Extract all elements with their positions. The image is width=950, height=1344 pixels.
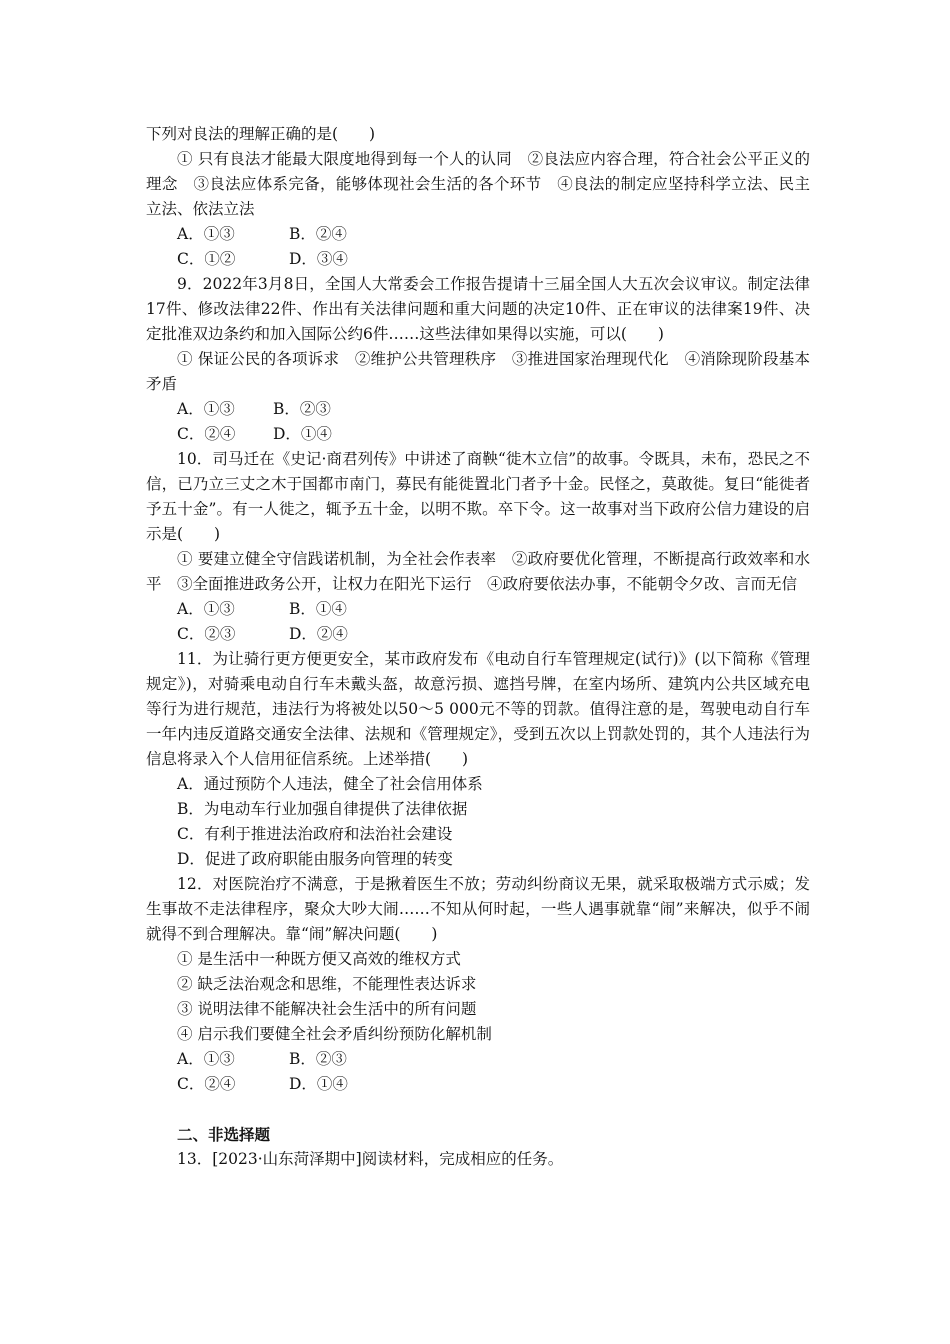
- q12-options-row1: [146, 1047, 810, 1072]
- q10-stem: 10．司马迁在《史记·商君列传》中讲述了商鞅“徙木立信”的故事。令既具，未布，恐民之不信，已乃立三丈之木于国都市南门，募民有能徙置北门者予十金。民怪之，莫敢徙。复曰“能徙者予五十金”。有一人徙之，辄予五十金，以明不欺。卒下令。这一故事对当下政府公信力建设的启示是( ): [146, 450, 810, 543]
- q8-option-d: D．③④: [289, 250, 348, 268]
- q9-option-a: A．①③: [177, 400, 235, 418]
- q12-statement-2: ② 缺乏法治观念和思维，不能理性表达诉求: [177, 975, 477, 993]
- q11-option-a: A．通过预防个人违法，健全了社会信用体系: [177, 775, 483, 793]
- q8-options-row1: [146, 222, 810, 247]
- q12-statement-3: ③ 说明法律不能解决社会生活中的所有问题: [177, 1000, 477, 1018]
- q12-option-d: D．①④: [289, 1075, 348, 1093]
- section-heading: 二、非选择题: [177, 1125, 271, 1144]
- q10-option-a: A．①③: [177, 600, 235, 618]
- q9-option-c: C．②④: [177, 425, 236, 443]
- q12-option-a: A．①③: [177, 1050, 235, 1068]
- q11-option-c: C．有利于推进法治政府和法治社会建设: [177, 825, 453, 843]
- q12-options-row2: [146, 1072, 810, 1097]
- q11-option-b: B．为电动车行业加强自律提供了法律依据: [177, 800, 468, 818]
- q9-option-d: D．①④: [273, 425, 332, 443]
- q12-option-c: C．②④: [177, 1075, 236, 1093]
- q11-stem: 11．为让骑行更方便更安全，某市政府发布《电动自行车管理规定(试行)》(以下简称《管理规定》)，对骑乘电动自行车未戴头盔，故意污损、遮挡号牌，在室内场所、建筑内公共区域充电等行为进行规范，违法行为将被处以50～5 000元不等的罚款。值得注意的是，驾驶电动自行车一年内违反道路交通安全法律、法规和《管理规定》，受到五次以上罚款处罚的，其个人违法行为信息将录入个人信用征信系统。上述举措( ): [146, 650, 810, 768]
- q10-option-b: B．①④: [289, 600, 347, 618]
- q9-option-b: B．②③: [273, 400, 331, 418]
- q8-statements: ① 只有良法才能最大限度地得到每一个人的认同 ②良法应内容合理，符合社会公平正义的理念 ③良法应体系完备，能够体现社会生活的各个环节 ④良法的制定应坚持科学立法、民主立法、依法立法: [146, 150, 810, 218]
- q10-option-d: D．②④: [289, 625, 348, 643]
- q8-stem: 下列对良法的理解正确的是( ): [146, 125, 376, 143]
- q9-statements: ① 保证公民的各项诉求 ②维护公共管理秩序 ③推进国家治理现代化 ④消除现阶段基本矛盾: [146, 350, 810, 393]
- q10-options-row1: [146, 597, 810, 622]
- q12-statement-4: ④ 启示我们要健全社会矛盾纠纷预防化解机制: [177, 1025, 492, 1043]
- q9-stem: 9．2022年3月8日，全国人大常委会工作报告提请十三届全国人大五次会议审议。制定法律17件、修改法律22件、作出有关法律问题和重大问题的决定10件、正在审议的法律案19件、决定批准双边条约和加入国际公约6件……这些法律如果得以实施，可以( ): [146, 275, 810, 343]
- q10-statements: ① 要建立健全守信践诺机制，为全社会作表率 ②政府要优化管理，不断提高行政效率和水平 ③全面推进政务公开，让权力在阳光下运行 ④政府要依法办事，不能朝令夕改、言而无信: [146, 550, 810, 593]
- q9-options-row2: [146, 422, 810, 447]
- q13-stem: 13．[2023·山东菏泽期中]阅读材料，完成相应的任务。: [177, 1150, 564, 1168]
- q12-stem: 12．对医院治疗不满意，于是揪着医生不放；劳动纠纷商议无果，就采取极端方式示威；发生事故不走法律程序，聚众大吵大闹……不知从何时起，一些人遇事就靠“闹”来解决，似乎不闹就得不到合理解决。靠“闹”解决问题( ): [146, 875, 810, 943]
- q10-options-row2: [146, 622, 810, 647]
- document-page: [146, 122, 810, 1172]
- q10-option-c: C．②③: [177, 625, 236, 643]
- q12-statement-1: ① 是生活中一种既方便又高效的维权方式: [177, 950, 461, 968]
- q8-option-c: C．①②: [177, 250, 236, 268]
- q8-options-row2: [146, 247, 810, 272]
- q9-options-row1: [146, 397, 810, 422]
- q8-option-a: A．①③: [177, 225, 235, 243]
- q12-option-b: B．②③: [289, 1050, 347, 1068]
- q8-option-b: B．②④: [289, 225, 347, 243]
- q11-option-d: D．促进了政府职能由服务向管理的转变: [177, 850, 453, 868]
